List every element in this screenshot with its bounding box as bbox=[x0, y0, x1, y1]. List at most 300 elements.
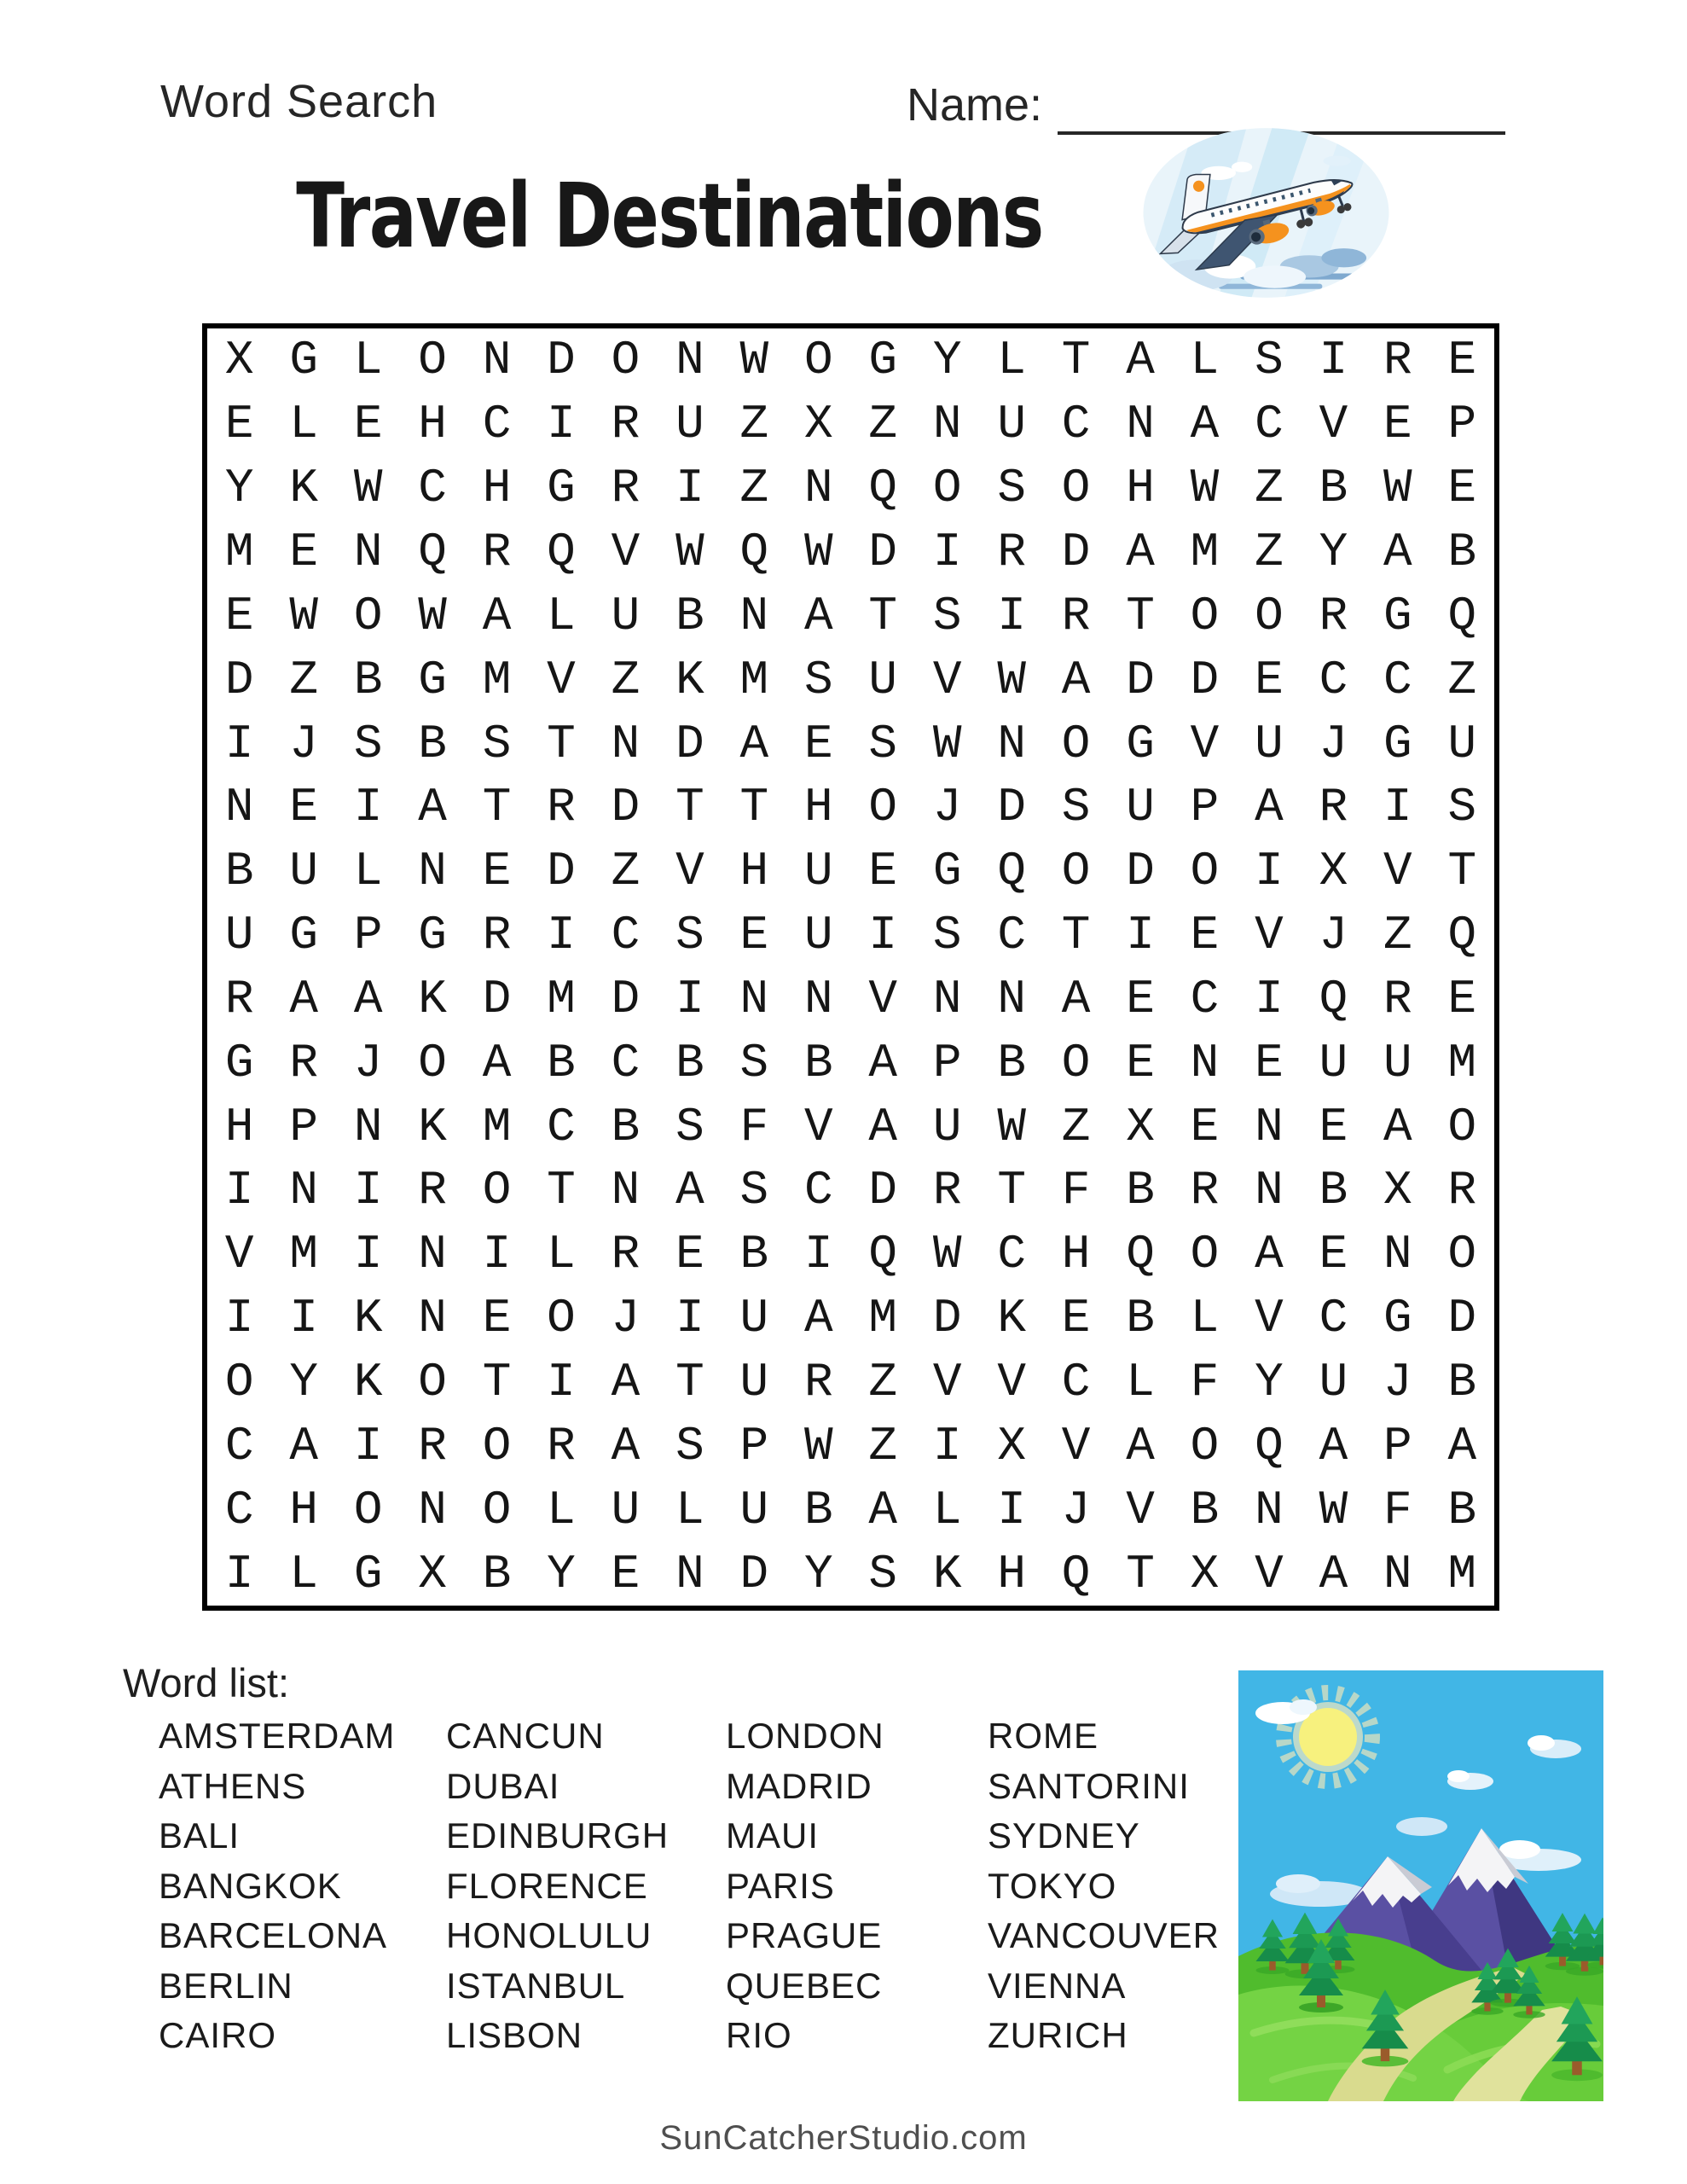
grid-cell: Y bbox=[1319, 524, 1348, 579]
word-list-item: ROME bbox=[988, 1716, 1099, 1756]
grid-cell: O bbox=[418, 1035, 447, 1090]
grid-cell: E bbox=[482, 1291, 512, 1346]
grid-cell: U bbox=[1383, 1035, 1412, 1090]
grid-cell: B bbox=[997, 1035, 1026, 1090]
word-list-item: DUBAI bbox=[446, 1765, 560, 1806]
grid-cell: T bbox=[482, 1355, 512, 1410]
grid-cell: L bbox=[547, 1227, 576, 1282]
grid-cell: C bbox=[1255, 397, 1284, 452]
grid-cell: T bbox=[547, 1163, 576, 1218]
grid-cell: L bbox=[1190, 1291, 1220, 1346]
grid-cell: G bbox=[868, 333, 898, 388]
grid-cell: A bbox=[482, 1035, 512, 1090]
grid-cell: G bbox=[1383, 1291, 1412, 1346]
grid-cell: U bbox=[611, 1482, 641, 1537]
grid-cell: W bbox=[1190, 461, 1220, 516]
grid-cell: V bbox=[1255, 1291, 1284, 1346]
grid-cell: A bbox=[418, 780, 447, 835]
grid-cell: U bbox=[739, 1482, 769, 1537]
grid-cell: K bbox=[675, 652, 704, 707]
grid-cell: B bbox=[482, 1546, 512, 1601]
word-list-item: EDINBURGH bbox=[446, 1815, 670, 1856]
grid-cell: M bbox=[482, 1099, 512, 1154]
grid-cell: Q bbox=[1447, 588, 1477, 643]
grid-cell: I bbox=[353, 1227, 383, 1282]
grid-cell: Q bbox=[1126, 1227, 1155, 1282]
word-list-item: CANCUN bbox=[446, 1716, 605, 1756]
grid-cell: T bbox=[1447, 844, 1477, 899]
grid-cell: J bbox=[1061, 1482, 1091, 1537]
grid-cell: A bbox=[1319, 1418, 1348, 1473]
grid-cell: L bbox=[353, 844, 383, 899]
word-list-item: SYDNEY bbox=[988, 1815, 1140, 1856]
grid-cell: O bbox=[1061, 1035, 1091, 1090]
grid-cell: E bbox=[1447, 333, 1477, 388]
grid-cell: E bbox=[482, 844, 512, 899]
grid-cell: B bbox=[1447, 1482, 1477, 1537]
grid-cell: C bbox=[1061, 397, 1091, 452]
grid-cell: Q bbox=[418, 524, 447, 579]
grid-cell: L bbox=[1190, 333, 1220, 388]
grid-cell: T bbox=[739, 780, 769, 835]
grid-cell: I bbox=[932, 524, 962, 579]
grid-cell: K bbox=[932, 1546, 962, 1601]
grid-cell: R bbox=[1447, 1163, 1477, 1218]
grid-cell: E bbox=[611, 1546, 641, 1601]
grid-cell: I bbox=[224, 1546, 254, 1601]
grid-cell: K bbox=[418, 971, 447, 1026]
grid-cell: X bbox=[1126, 1099, 1155, 1154]
word-list-item: PARIS bbox=[726, 1865, 835, 1906]
grid-cell: N bbox=[418, 844, 447, 899]
grid-cell: N bbox=[353, 524, 383, 579]
grid-cell: I bbox=[868, 908, 898, 963]
word-list-item: ATHENS bbox=[159, 1765, 307, 1806]
grid-cell: O bbox=[418, 1355, 447, 1410]
grid-cell: Z bbox=[868, 1355, 898, 1410]
grid-cell: I bbox=[675, 461, 704, 516]
grid-cell: Q bbox=[997, 844, 1026, 899]
grid-cell: X bbox=[1190, 1546, 1220, 1601]
grid-cell: V bbox=[868, 971, 898, 1026]
grid-cell: O bbox=[611, 333, 641, 388]
grid-cell: R bbox=[418, 1163, 447, 1218]
word-list-column bbox=[988, 1711, 1269, 2061]
grid-cell: Z bbox=[611, 652, 641, 707]
grid-cell: B bbox=[1447, 1355, 1477, 1410]
grid-cell: Y bbox=[932, 333, 962, 388]
grid-cell: S bbox=[739, 1035, 769, 1090]
word-list-item: VIENNA bbox=[988, 1965, 1127, 2006]
grid-cell: D bbox=[868, 524, 898, 579]
grid-cell: I bbox=[547, 397, 576, 452]
grid-cell: S bbox=[1447, 780, 1477, 835]
grid-cell: A bbox=[868, 1035, 898, 1090]
grid-cell: H bbox=[482, 461, 512, 516]
grid-cell: R bbox=[1061, 588, 1091, 643]
grid-cell: B bbox=[611, 1099, 641, 1154]
grid-cell: U bbox=[224, 908, 254, 963]
grid-cell: O bbox=[868, 780, 898, 835]
word-list-column bbox=[446, 1711, 726, 2061]
grid-cell: H bbox=[739, 844, 769, 899]
grid-cell: D bbox=[932, 1291, 962, 1346]
grid-cell: Y bbox=[803, 1546, 833, 1601]
grid-cell: I bbox=[1255, 844, 1284, 899]
grid-cell: O bbox=[1190, 588, 1220, 643]
grid-cell: D bbox=[1061, 524, 1091, 579]
grid-cell: E bbox=[1255, 652, 1284, 707]
grid-cell: A bbox=[675, 1163, 704, 1218]
word-list-item: TOKYO bbox=[988, 1865, 1117, 1906]
grid-cell: A bbox=[611, 1418, 641, 1473]
grid-cell: B bbox=[547, 1035, 576, 1090]
grid-cell: P bbox=[932, 1035, 962, 1090]
grid-cell: P bbox=[1190, 780, 1220, 835]
worksheet-type-label: Word Search bbox=[160, 76, 438, 127]
word-list-item: QUEBEC bbox=[726, 1965, 883, 2006]
word-list-item: FLORENCE bbox=[446, 1865, 648, 1906]
grid-cell: T bbox=[675, 780, 704, 835]
grid-cell: N bbox=[224, 780, 254, 835]
grid-cell: Z bbox=[1383, 908, 1412, 963]
grid-cell: I bbox=[997, 588, 1026, 643]
grid-cell: U bbox=[997, 397, 1026, 452]
grid-cell: B bbox=[1447, 524, 1477, 579]
grid-cell: C bbox=[1383, 652, 1412, 707]
grid-cell: N bbox=[1190, 1035, 1220, 1090]
grid-cell: Y bbox=[289, 1355, 318, 1410]
grid-cell: M bbox=[224, 524, 254, 579]
grid-cell: A bbox=[1255, 780, 1284, 835]
grid-cell: H bbox=[418, 397, 447, 452]
grid-cell: R bbox=[1319, 588, 1348, 643]
grid-cell: G bbox=[1126, 716, 1155, 771]
grid-cell: N bbox=[803, 971, 833, 1026]
grid-cell: H bbox=[289, 1482, 318, 1537]
grid-cell: I bbox=[1383, 780, 1412, 835]
word-list-item: LONDON bbox=[726, 1716, 884, 1756]
grid-cell: D bbox=[547, 333, 576, 388]
grid-cell: E bbox=[1383, 397, 1412, 452]
grid-cell: S bbox=[482, 716, 512, 771]
grid-cell: U bbox=[1319, 1035, 1348, 1090]
grid-cell: T bbox=[675, 1355, 704, 1410]
grid-cell: S bbox=[353, 716, 383, 771]
grid-cell: B bbox=[739, 1227, 769, 1282]
grid-cell: U bbox=[868, 652, 898, 707]
grid-cell: O bbox=[932, 461, 962, 516]
grid-cell: S bbox=[739, 1163, 769, 1218]
grid-cell: I bbox=[224, 1163, 254, 1218]
grid-cell: L bbox=[353, 333, 383, 388]
word-search-grid bbox=[202, 323, 1499, 1611]
grid-cell: H bbox=[1126, 461, 1155, 516]
grid-cell: H bbox=[997, 1546, 1026, 1601]
grid-cell: E bbox=[1319, 1227, 1348, 1282]
grid-cell: O bbox=[803, 333, 833, 388]
grid-cell: T bbox=[547, 716, 576, 771]
grid-cell: T bbox=[482, 780, 512, 835]
grid-cell: P bbox=[1383, 1418, 1412, 1473]
grid-cell: W bbox=[289, 588, 318, 643]
grid-cell: N bbox=[997, 971, 1026, 1026]
grid-cell: A bbox=[1061, 971, 1091, 1026]
word-list-heading: Word list: bbox=[123, 1660, 289, 1705]
grid-cell: N bbox=[1255, 1163, 1284, 1218]
word-list-item: LISBON bbox=[446, 2015, 583, 2055]
mountain-landscape-illustration bbox=[1238, 1670, 1603, 2101]
grid-cell: R bbox=[611, 1227, 641, 1282]
grid-cell: F bbox=[1383, 1482, 1412, 1537]
grid-cell: N bbox=[353, 1099, 383, 1154]
grid-cell: S bbox=[675, 1099, 704, 1154]
grid-cell: H bbox=[1061, 1227, 1091, 1282]
grid-cell: S bbox=[675, 908, 704, 963]
grid-cell: E bbox=[675, 1227, 704, 1282]
grid-cell: B bbox=[1126, 1163, 1155, 1218]
grid-cell: O bbox=[482, 1163, 512, 1218]
grid-cell: D bbox=[1126, 844, 1155, 899]
grid-cell: S bbox=[932, 588, 962, 643]
grid-cell: O bbox=[1447, 1227, 1477, 1282]
grid-cell: I bbox=[1255, 971, 1284, 1026]
grid-cell: A bbox=[868, 1099, 898, 1154]
grid-cell: U bbox=[739, 1291, 769, 1346]
grid-cell: L bbox=[675, 1482, 704, 1537]
grid-cell: E bbox=[739, 908, 769, 963]
grid-cell: S bbox=[1255, 333, 1284, 388]
grid-cell: W bbox=[1383, 461, 1412, 516]
grid-cell: Z bbox=[868, 397, 898, 452]
grid-cell: E bbox=[224, 588, 254, 643]
grid-cell: O bbox=[353, 1482, 383, 1537]
grid-cell: G bbox=[289, 908, 318, 963]
grid-cell: B bbox=[1319, 1163, 1348, 1218]
grid-cell: G bbox=[1383, 588, 1412, 643]
grid-cell: W bbox=[353, 461, 383, 516]
grid-cell: V bbox=[547, 652, 576, 707]
grid-cell: F bbox=[1061, 1163, 1091, 1218]
grid-cell: G bbox=[547, 461, 576, 516]
grid-cell: D bbox=[224, 652, 254, 707]
grid-cell: C bbox=[1319, 652, 1348, 707]
word-list-item: CAIRO bbox=[159, 2015, 277, 2055]
grid-cell: O bbox=[1061, 844, 1091, 899]
word-list-item: SANTORINI bbox=[988, 1765, 1190, 1806]
grid-cell: B bbox=[1126, 1291, 1155, 1346]
grid-cell: N bbox=[418, 1291, 447, 1346]
grid-cell: Z bbox=[1255, 524, 1284, 579]
grid-cell: C bbox=[1061, 1355, 1091, 1410]
grid-cell: W bbox=[997, 1099, 1026, 1154]
grid-cell: R bbox=[482, 908, 512, 963]
grid-cell: T bbox=[1126, 588, 1155, 643]
grid-cell: R bbox=[1383, 333, 1412, 388]
grid-cell: A bbox=[803, 1291, 833, 1346]
grid-cell: D bbox=[997, 780, 1026, 835]
word-list bbox=[159, 1711, 1269, 2061]
grid-cell: A bbox=[1255, 1227, 1284, 1282]
grid-cell: R bbox=[289, 1035, 318, 1090]
grid-cell: S bbox=[868, 1546, 898, 1601]
grid-cell: N bbox=[1255, 1482, 1284, 1537]
grid-cell: U bbox=[675, 397, 704, 452]
grid-cell: M bbox=[868, 1291, 898, 1346]
word-list-item: BERLIN bbox=[159, 1965, 293, 2006]
grid-cell: X bbox=[418, 1546, 447, 1601]
grid-cell: F bbox=[1190, 1355, 1220, 1410]
grid-cell: D bbox=[1447, 1291, 1477, 1346]
grid-cell: G bbox=[1383, 716, 1412, 771]
grid-cell: R bbox=[611, 397, 641, 452]
grid-cell: C bbox=[418, 461, 447, 516]
word-list-item: ZURICH bbox=[988, 2015, 1128, 2055]
grid-cell: K bbox=[353, 1355, 383, 1410]
grid-cell: N bbox=[1383, 1227, 1412, 1282]
grid-cell: V bbox=[224, 1227, 254, 1282]
grid-cell: W bbox=[997, 652, 1026, 707]
grid-cell: C bbox=[1190, 971, 1220, 1026]
grid-cell: S bbox=[803, 652, 833, 707]
grid-cell: I bbox=[1126, 908, 1155, 963]
grid-cell: N bbox=[611, 1163, 641, 1218]
grid-cell: A bbox=[1126, 333, 1155, 388]
grid-cell: X bbox=[1383, 1163, 1412, 1218]
grid-cell: S bbox=[675, 1418, 704, 1473]
grid-cell: O bbox=[482, 1418, 512, 1473]
grid-cell: B bbox=[1190, 1482, 1220, 1537]
grid-cell: A bbox=[353, 971, 383, 1026]
grid-cell: N bbox=[932, 397, 962, 452]
grid-cell: V bbox=[1255, 1546, 1284, 1601]
airplane-illustration bbox=[1136, 119, 1396, 305]
grid-cell: D bbox=[482, 971, 512, 1026]
grid-cell: E bbox=[289, 780, 318, 835]
grid-cell: B bbox=[418, 716, 447, 771]
grid-cell: L bbox=[289, 1546, 318, 1601]
grid-cell: T bbox=[1126, 1546, 1155, 1601]
grid-cell: T bbox=[1061, 908, 1091, 963]
grid-cell: N bbox=[932, 971, 962, 1026]
grid-cell: B bbox=[1319, 461, 1348, 516]
grid-cell: V bbox=[803, 1099, 833, 1154]
word-list-item: RIO bbox=[726, 2015, 792, 2055]
grid-cell: F bbox=[739, 1099, 769, 1154]
grid-cell: U bbox=[932, 1099, 962, 1154]
grid-cell: D bbox=[1126, 652, 1155, 707]
grid-cell: U bbox=[1447, 716, 1477, 771]
grid-cell: A bbox=[611, 1355, 641, 1410]
grid-cell: O bbox=[1190, 844, 1220, 899]
grid-cell: S bbox=[932, 908, 962, 963]
grid-cell: G bbox=[418, 908, 447, 963]
grid-cell: I bbox=[482, 1227, 512, 1282]
grid-cell: I bbox=[224, 716, 254, 771]
grid-cell: O bbox=[1447, 1099, 1477, 1154]
grid-cell: C bbox=[482, 397, 512, 452]
grid-cell: E bbox=[803, 716, 833, 771]
grid-cell: U bbox=[739, 1355, 769, 1410]
grid-cell: U bbox=[289, 844, 318, 899]
grid-cell: Z bbox=[611, 844, 641, 899]
grid-cell: M bbox=[289, 1227, 318, 1282]
grid-cell: X bbox=[224, 333, 254, 388]
grid-cell: O bbox=[547, 1291, 576, 1346]
grid-cell: I bbox=[675, 1291, 704, 1346]
grid-cell: O bbox=[1190, 1418, 1220, 1473]
grid-cell: R bbox=[997, 524, 1026, 579]
grid-cell: Z bbox=[868, 1418, 898, 1473]
grid-cell: J bbox=[611, 1291, 641, 1346]
grid-cell: W bbox=[1319, 1482, 1348, 1537]
grid-cell: N bbox=[739, 588, 769, 643]
grid-cell: U bbox=[803, 844, 833, 899]
footer-site-name: SunCatcherStudio.com bbox=[659, 2119, 1028, 2157]
grid-cell: R bbox=[547, 780, 576, 835]
grid-cell: U bbox=[1319, 1355, 1348, 1410]
grid-cell: H bbox=[803, 780, 833, 835]
grid-cell: N bbox=[418, 1482, 447, 1537]
grid-cell: U bbox=[803, 908, 833, 963]
grid-cell: N bbox=[418, 1227, 447, 1282]
grid-cell: J bbox=[289, 716, 318, 771]
grid-cell: Q bbox=[868, 1227, 898, 1282]
grid-cell: V bbox=[611, 524, 641, 579]
grid-cell: A bbox=[1447, 1418, 1477, 1473]
grid-cell: M bbox=[1447, 1035, 1477, 1090]
grid-cell: U bbox=[1255, 716, 1284, 771]
grid-cell: Q bbox=[739, 524, 769, 579]
grid-cell: G bbox=[224, 1035, 254, 1090]
grid-cell: I bbox=[224, 1291, 254, 1346]
grid-cell: V bbox=[932, 652, 962, 707]
grid-cell: M bbox=[1447, 1546, 1477, 1601]
grid-cell: G bbox=[353, 1546, 383, 1601]
grid-cell: A bbox=[868, 1482, 898, 1537]
grid-cell: J bbox=[353, 1035, 383, 1090]
word-list-item: HONOLULU bbox=[446, 1915, 652, 1955]
grid-cell: Q bbox=[547, 524, 576, 579]
grid-cell: C bbox=[611, 908, 641, 963]
grid-cell: I bbox=[353, 1418, 383, 1473]
grid-cell: C bbox=[1319, 1291, 1348, 1346]
grid-cell: C bbox=[547, 1099, 576, 1154]
grid-cell: J bbox=[1319, 908, 1348, 963]
grid-cell: V bbox=[1061, 1418, 1091, 1473]
grid-cell: R bbox=[803, 1355, 833, 1410]
grid-cell: Z bbox=[289, 652, 318, 707]
grid-cell: L bbox=[932, 1482, 962, 1537]
grid-cell: R bbox=[932, 1163, 962, 1218]
grid-cell: C bbox=[997, 1227, 1026, 1282]
grid-cell: A bbox=[289, 1418, 318, 1473]
grid-cell: D bbox=[547, 844, 576, 899]
grid-cell: C bbox=[611, 1035, 641, 1090]
grid-cell: J bbox=[932, 780, 962, 835]
word-list-item: MADRID bbox=[726, 1765, 872, 1806]
grid-cell: R bbox=[1190, 1163, 1220, 1218]
grid-cell: R bbox=[482, 524, 512, 579]
grid-cell: M bbox=[739, 652, 769, 707]
grid-cell: P bbox=[353, 908, 383, 963]
grid-cell: B bbox=[675, 588, 704, 643]
grid-cell: Z bbox=[1255, 461, 1284, 516]
grid-cell: Y bbox=[547, 1546, 576, 1601]
grid-cell: Y bbox=[1255, 1355, 1284, 1410]
grid-cell: O bbox=[1255, 588, 1284, 643]
grid-cell: M bbox=[1190, 524, 1220, 579]
